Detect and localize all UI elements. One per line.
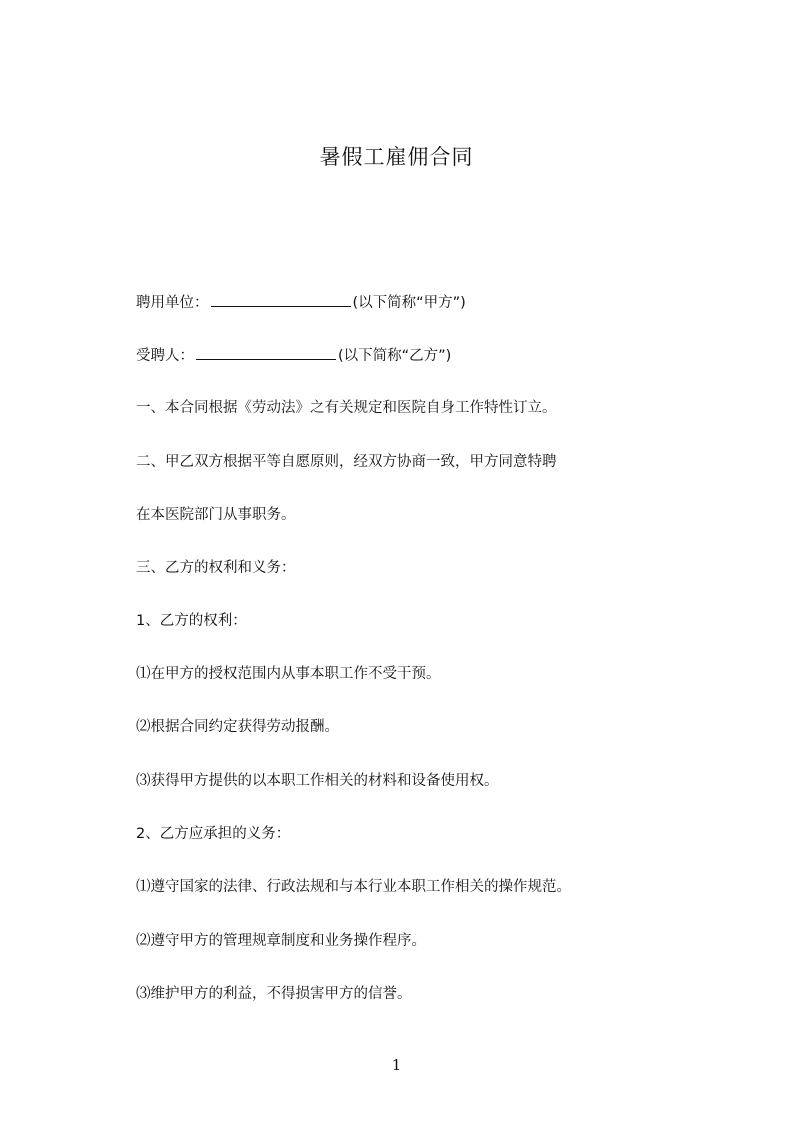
right-item-3: ⑶获得甲方提供的以本职工作相关的材料和设备使用权。	[136, 773, 499, 789]
clause-3-heading: 三、乙方的权利和义务：	[136, 560, 296, 576]
clause-1: 一、本合同根据《劳动法》之有关规定和医院自身工作特性订立。	[136, 400, 557, 416]
employee-label: 受聘人：	[136, 348, 194, 364]
employee-blank	[196, 344, 336, 360]
document-title: 暑假工雇佣合同	[319, 145, 474, 169]
rights-heading: 1、乙方的权利：	[136, 613, 247, 629]
obligation-item-1: ⑴遵守国家的法律、行政法规和与本行业本职工作相关的操作规范。	[136, 879, 571, 895]
obligations-heading: 2、乙方应承担的义务：	[136, 826, 291, 842]
obligation-item-2: ⑵遵守甲方的管理规章制度和业务操作程序。	[136, 933, 426, 949]
clause-2-continued: 在本医院部门从事职务。	[136, 507, 296, 523]
employee-suffix: (以下简称“乙方”)	[338, 348, 452, 364]
clause-2: 二、甲乙双方根据平等自愿原则，经双方协商一致，甲方同意特聘	[136, 454, 557, 470]
right-item-1: ⑴在甲方的授权范围内从事本职工作不受干预。	[136, 666, 441, 682]
employer-blank	[211, 291, 351, 307]
page-number: 1	[391, 1056, 402, 1074]
employer-suffix: (以下简称“甲方”)	[352, 295, 466, 311]
employee-line	[136, 344, 451, 366]
employer-label: 聘用单位：	[136, 295, 209, 311]
right-item-2: ⑵根据合同约定获得劳动报酬。	[136, 719, 339, 735]
employer-line	[136, 291, 466, 313]
obligation-item-3: ⑶维护甲方的利益，不得损害甲方的信誉。	[136, 986, 412, 1002]
